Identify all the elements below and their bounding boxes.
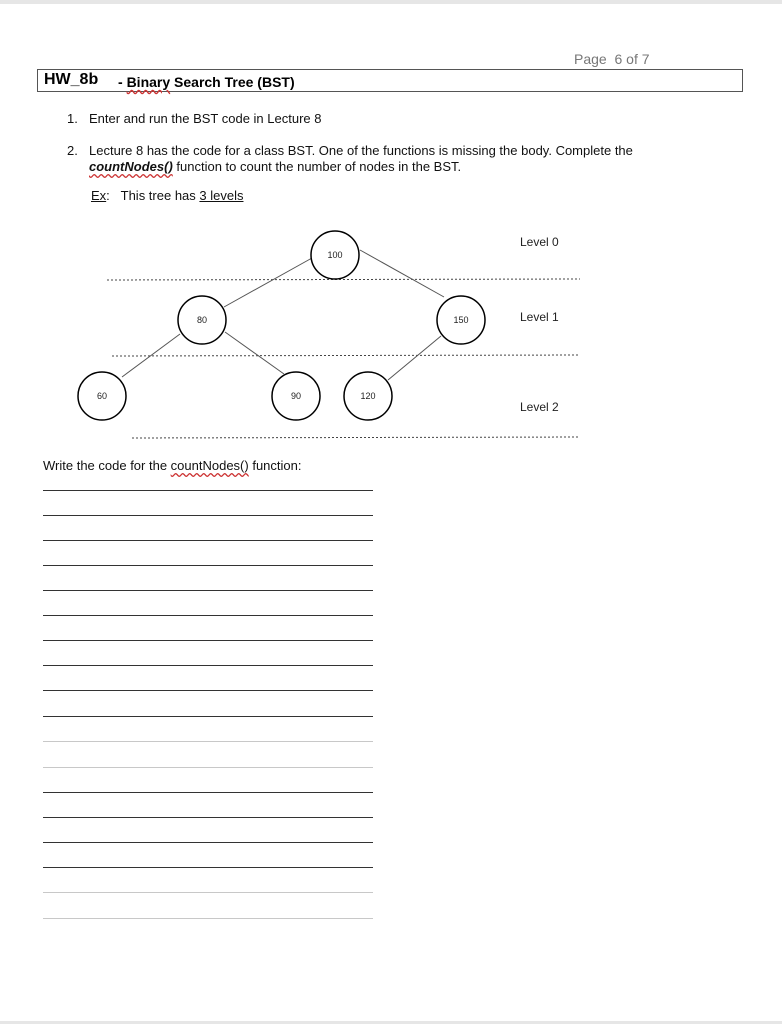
homework-id: HW_8b <box>44 71 99 88</box>
instruction-2-after: function to count the number of nodes in the BST. <box>172 159 462 174</box>
answer-line[interactable] <box>43 590 373 591</box>
page-number <box>574 51 650 67</box>
answer-line[interactable] <box>43 615 373 616</box>
node-80 <box>178 296 226 344</box>
instruction-2-before: Lecture 8 has the code for a class BST. One of the functions is missing the body. Complete the <box>89 143 633 158</box>
title-box <box>37 69 743 92</box>
example-levels: 3 levels <box>199 188 244 203</box>
example-label: Ex <box>91 188 107 203</box>
edge-100-150 <box>360 250 444 297</box>
instruction-2-number: 2. <box>67 143 78 158</box>
count-nodes-function-name: countNodes() <box>89 159 173 174</box>
page-label: Page <box>574 51 607 67</box>
example-colon: : <box>106 188 110 203</box>
answer-line[interactable] <box>43 540 373 541</box>
instruction-2-text <box>89 143 709 175</box>
node-120-label: 120 <box>360 391 376 401</box>
node-90 <box>272 372 320 420</box>
answer-line[interactable] <box>43 515 373 516</box>
answer-line[interactable] <box>43 716 373 717</box>
level-0-label: Level 0 <box>520 235 559 249</box>
answer-line[interactable] <box>43 690 373 691</box>
level-1-label: Level 1 <box>520 310 559 324</box>
example-line <box>91 188 243 203</box>
level-separator-1 <box>107 279 580 280</box>
node-100-label: 100 <box>327 250 343 260</box>
node-150-label: 150 <box>453 315 469 325</box>
answer-line[interactable] <box>43 565 373 566</box>
answer-line[interactable] <box>43 767 373 768</box>
edge-80-90 <box>225 332 284 374</box>
write-prompt-before: Write the code for the <box>43 458 171 473</box>
answer-line[interactable] <box>43 741 373 742</box>
node-100 <box>311 231 359 279</box>
write-prompt-after: function: <box>248 458 302 473</box>
answer-line[interactable] <box>43 842 373 843</box>
level-separator-3 <box>132 437 580 438</box>
instruction-1-text: Enter and run the BST code in Lecture 8 <box>89 111 322 126</box>
node-120 <box>344 372 392 420</box>
answer-line[interactable] <box>43 817 373 818</box>
subtitle-rest: Search Tree (BST) <box>170 74 295 90</box>
node-80-label: 80 <box>196 315 208 325</box>
write-prompt-function: countNodes() <box>170 458 249 473</box>
level-2-label: Level 2 <box>520 400 559 414</box>
homework-subtitle <box>118 74 295 90</box>
instruction-1-number: 1. <box>67 111 78 126</box>
level-separator-2 <box>112 355 580 356</box>
node-90-label: 90 <box>290 391 302 401</box>
bst-diagram <box>0 210 782 450</box>
edge-100-80 <box>224 258 312 307</box>
node-60 <box>78 372 126 420</box>
node-150 <box>437 296 485 344</box>
edge-80-60 <box>122 334 180 377</box>
page-count: 6 of 7 <box>614 51 650 67</box>
example-text: This tree has <box>120 188 200 203</box>
edge-150-120 <box>388 336 441 380</box>
subtitle-dash: - <box>118 74 123 90</box>
answer-line[interactable] <box>43 665 373 666</box>
answer-line[interactable] <box>43 918 373 919</box>
answer-line[interactable] <box>43 490 373 491</box>
write-code-prompt <box>43 458 301 473</box>
top-edge <box>0 0 782 4</box>
answer-line[interactable] <box>43 867 373 868</box>
node-60-label: 60 <box>96 391 108 401</box>
answer-line[interactable] <box>43 792 373 793</box>
answer-line[interactable] <box>43 892 373 893</box>
answer-line[interactable] <box>43 640 373 641</box>
subtitle-binary: Binary <box>126 74 171 90</box>
